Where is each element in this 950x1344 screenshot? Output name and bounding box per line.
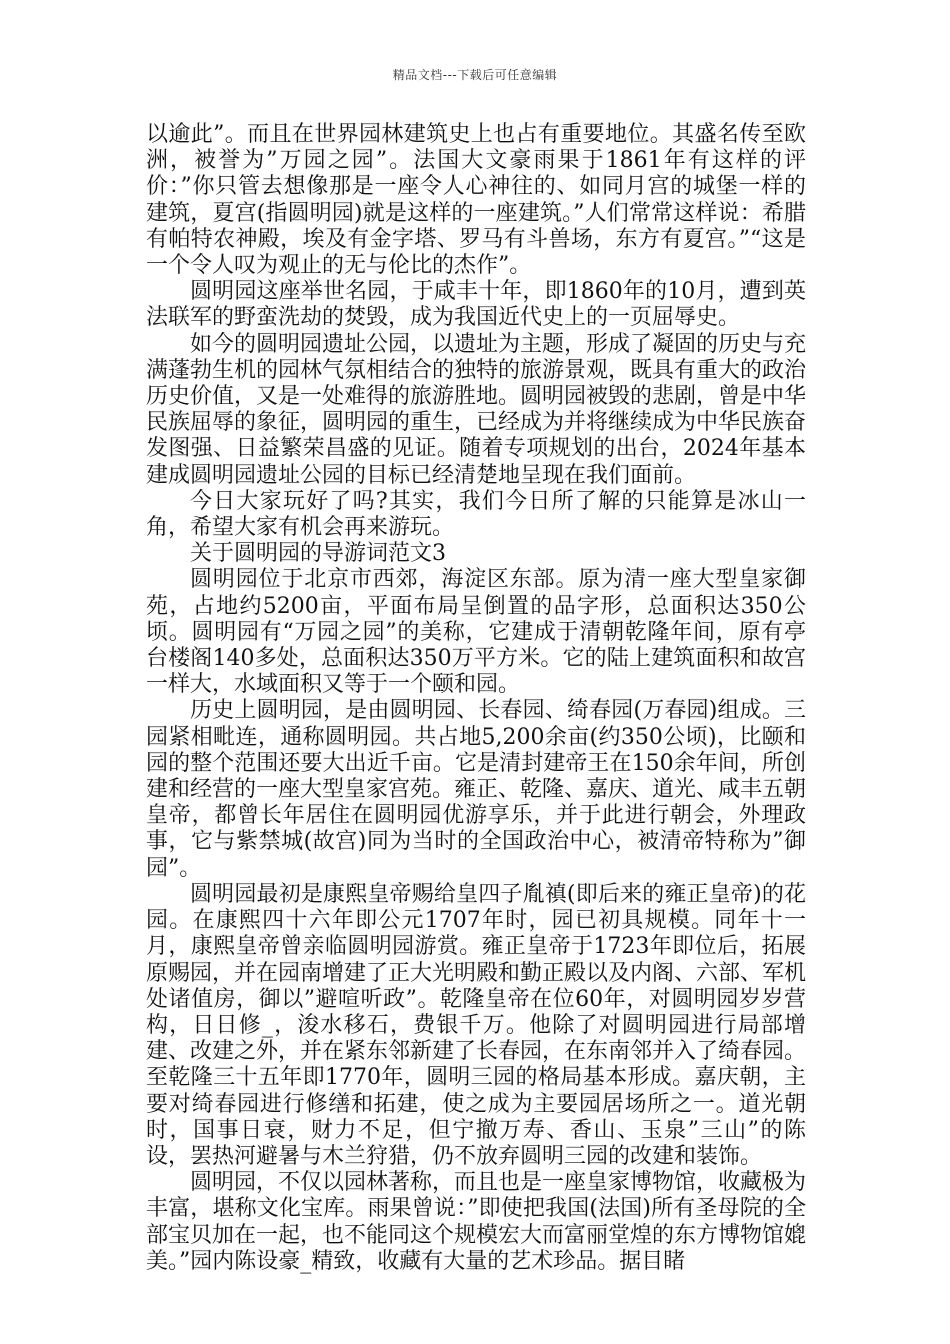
paragraph-7: 圆明园最初是康熙皇帝赐给皇四子胤禛(即后来的雍正皇帝)的花园。在康熙四十六年即公元1707年时，园已初具规模。同年十一月，康熙皇帝曾亲临圆明园游赏。雍正皇帝于1723年即位后，拓展原赐园，并在园南增建了正大光明殿和勤正殿以及内阁、六部、军机处诸值房，御以”避喧听政”。乾隆皇帝在位60年，对圆明园岁岁营构，日日修_，浚水移石，费银千万。他除了对圆明园进行局部增建、改建之外，并在紧东邻新建了长春园，在东南邻并入了绮春园。至乾隆三十五年即1770年，圆明三园的格局基本形成。嘉庆朝，主要对绮春园进行修缮和拓建，使之成为主要园居场所之一。道光朝时，国事日衰，财力不足，但宁撤万寿、香山、玉泉”三山”的陈设，罢热河避暑与木兰狩猎，仍不放弃圆明三园的改建和装饰。 xyxy=(146,881,807,1169)
paragraph-6: 历史上圆明园，是由圆明园、长春园、绮春园(万春园)组成。三园紧相毗连，通称圆明园。共占地5,200余亩(约350公顷)，比颐和园的整个范围还要大出近千亩。它是清封建帝王在150余年间，所创建和经营的一座大型皇家宫苑。雍正、乾隆、嘉庆、道光、咸丰五朝皇帝，都曾长年居住在圆明园优游享乐，并于此进行朝会，外理政事，它与紫禁城(故宫)同为当时的全国政治中心，被清帝特称为”御园”。 xyxy=(146,698,807,881)
document-body xyxy=(146,122,806,1275)
paragraph-8: 圆明园，不仅以园林著称，而且也是一座皇家博物馆，收藏极为丰富，堪称文化宝库。雨果曾说：”即使把我国(法国)所有圣母院的全部宝贝加在一起，也不能同这个规模宏大而富丽堂煌的东方博物馆媲美。”园内陈设豪_精致，收藏有大量的艺术珍品。据目睹 xyxy=(146,1170,807,1274)
paragraph-4: 今日大家玩好了吗?其实，我们今日所了解的只能算是冰山一角，希望大家有机会再来游玩。 xyxy=(146,488,806,541)
paragraph-1: 以逾此”。而且在世界园林建筑史上也占有重要地位。其盛名传至欧洲，被誉为”万园之园”。法国大文豪雨果于1861年有这样的评价：”你只管去想像那是一座令人心神往的、如同月宫的城堡一样的建筑，夏宫(指圆明园)就是这样的一座建筑。”人们常常这样说：希腊有帕特农神殿，埃及有金字塔、罗马有斗兽场，东方有夏宫。”“这是一个令人叹为观止的无与伦比的杰作”。 xyxy=(146,122,806,279)
page-header: 精品文档---下载后可任意编辑 xyxy=(392,68,558,82)
paragraph-2: 圆明园这座举世名园，于咸丰十年，即1860年的10月，遭到英法联军的野蛮洗劫的焚毁，成为我国近代史上的一页屈辱史。 xyxy=(146,279,806,331)
paragraph-3: 如今的圆明园遗址公园，以遗址为主题，形成了凝固的历史与充满蓬勃生机的园林气氛相结合的独特的旅游景观，既具有重大的政治历史价值，又是一处难得的旅游胜地。圆明园被毁的悲剧，曾是中华民族屈辱的象征，圆明园的重生，已经成为并将继续成为中华民族奋发图强、日益繁荣昌盛的见证。随着专项规划的出台，2024年基本建成圆明园遗址公园的目标已经清楚地呈现在我们面前。 xyxy=(146,331,807,488)
section-heading: 关于圆明园的导游词范文3 xyxy=(190,541,446,567)
paragraph-5: 圆明园位于北京市西郊，海淀区东部。原为清一座大型皇家御苑，占地约5200亩，平面布局呈倒置的品字形，总面积达350公顷。圆明园有“万园之园”的美称，它建成于清朝乾隆年间，原有亭台楼阁140多处，总面积达350万平方米。它的陆上建筑面积和故宫一样大，水域面积又等于一个颐和园。 xyxy=(146,567,806,698)
